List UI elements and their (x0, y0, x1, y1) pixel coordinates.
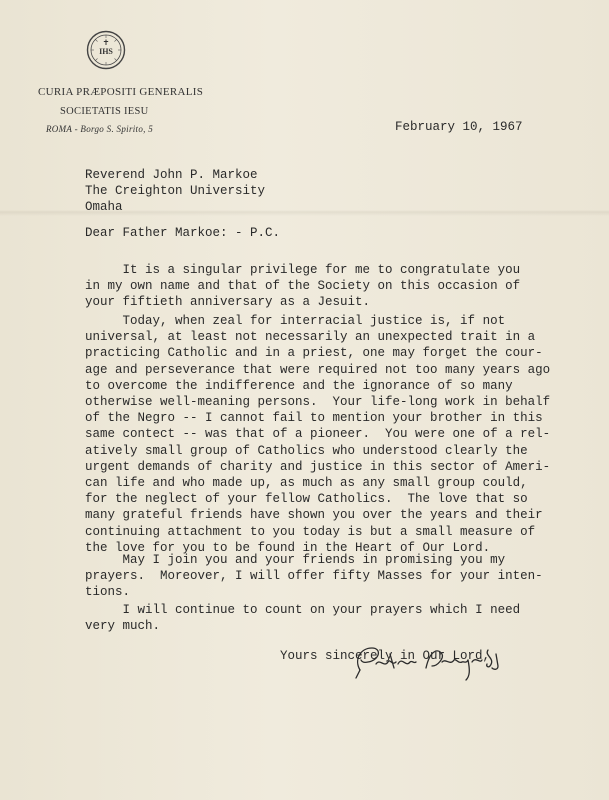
text-line: atively small group of Catholics who understood clearly the (85, 443, 528, 458)
text-line: urgent demands of charity and justice in this sector of Ameri- (85, 459, 551, 474)
text-line: May I join you and your friends in promising you my (85, 553, 506, 567)
letter-date: February 10, 1967 (395, 120, 523, 134)
paragraph-2 (85, 313, 550, 556)
letterhead-society: SOCIETATIS IESU (60, 106, 149, 117)
text-line: the love for you to be found in the Heart of Our Lord. (85, 540, 491, 555)
svg-text:IHS: IHS (99, 47, 113, 56)
recipient-line: Reverend John P. Markoe (85, 168, 258, 182)
text-line: age and perseverance that were required not too many years ago (85, 362, 551, 377)
text-line: tions. (85, 585, 131, 600)
paragraph-4 (85, 602, 520, 634)
handwritten-signature (346, 640, 506, 682)
text-line: can life and who made up, as much as any small group could, (85, 476, 528, 491)
complimentary-closing: Yours sincerely in Our Lord, (280, 649, 491, 663)
society-crest-icon (86, 30, 126, 70)
letterhead-organization: CURIA PRÆPOSITI GENERALIS (38, 86, 204, 98)
text-line: otherwise well-meaning persons. Your life-long work in behalf (85, 395, 551, 410)
text-line: very much. (85, 619, 161, 634)
text-line: I will continue to count on your prayers which I need (85, 603, 521, 617)
text-line: many grateful friends have shown you over the years and their (85, 508, 543, 523)
salutation: Dear Father Markoe: - P.C. (85, 226, 281, 240)
text-line: same contect -- was that of a pioneer. You were one of a rel- (85, 427, 551, 442)
recipient-line: Omaha (85, 200, 123, 214)
text-line: Today, when zeal for interracial justice is, if not (85, 314, 506, 328)
letterhead-address: ROMA - Borgo S. Spirito, 5 (46, 124, 154, 134)
paragraph-1 (85, 262, 520, 311)
recipient-address (85, 167, 265, 215)
text-line: It is a singular privilege for me to congratulate you (85, 263, 521, 277)
text-line: to overcome the indifference and the ignorance of so many (85, 378, 513, 393)
text-line: in my own name and that of the Society on this occasion of (85, 279, 521, 294)
recipient-line: The Creighton University (85, 184, 266, 198)
text-line: practicing Catholic and in a priest, one may forget the cour- (85, 346, 543, 361)
text-line: universal, at least not necessarily an unexpected trait in a (85, 330, 536, 345)
text-line: prayers. Moreover, I will offer fifty Masses for your inten- (85, 569, 543, 584)
text-line: continuing attachment to you today is but a small measure of (85, 524, 536, 539)
text-line: for the neglect of your fellow Catholics. The love that so (85, 492, 528, 507)
paragraph-3 (85, 552, 543, 601)
text-line: of the Negro -- I cannot fail to mention your brother in this (85, 411, 543, 426)
text-line: your fiftieth anniversary as a Jesuit. (85, 295, 371, 310)
